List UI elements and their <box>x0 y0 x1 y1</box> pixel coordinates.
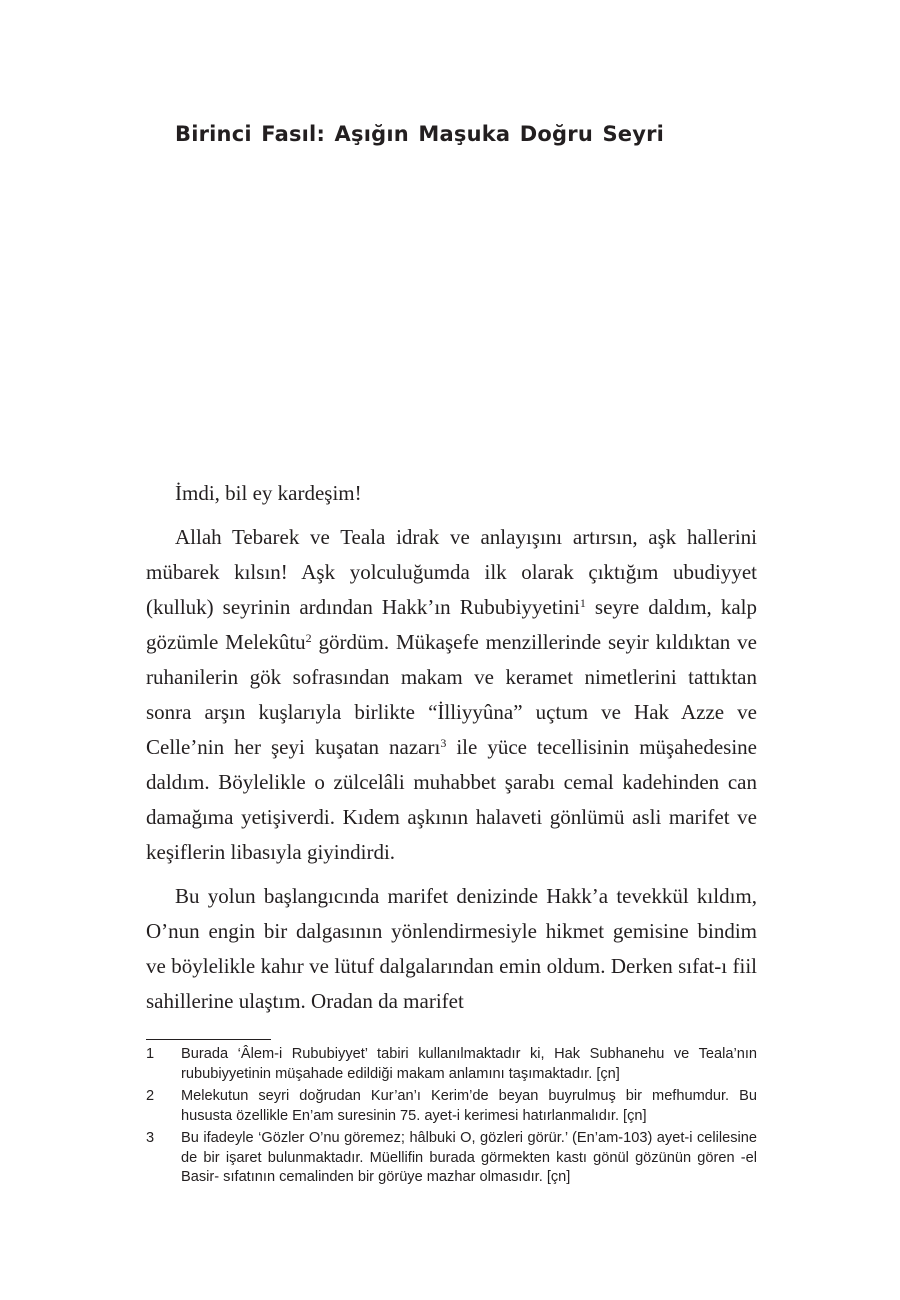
paragraph: İmdi, bil ey kardeşim! <box>175 481 362 505</box>
footnote <box>146 1045 757 1084</box>
paragraph-text: ile yüce tecellisinin müşahedesine daldım. Böylelikle o zülcelâli muhabbet şarabı cemal kadehinden can damağıma yetişiverdi. Kıdem aşkının halaveti gönlümü asli marifet ve keşiflerin libasıyla giyindirdi. <box>146 735 757 864</box>
paragraph-text: seyre daldım, kalp gözümle Melekûtu <box>146 595 757 654</box>
footnote-text: Burada ‘Âlem-i Rububiyyet’ tabiri kullanılmaktadır ki, Hak Subhanehu ve Teala’nın rububiyyetinin müşahade edildiği makam anlamını taşımaktadır. [çn] <box>181 1046 757 1082</box>
footnote-divider <box>146 1039 271 1040</box>
footnote-text: Bu ifadeyle ‘Gözler O’nu göremez; hâlbuki O, gözleri görür.’ (En’am-103) ayet-i celilesine de bir işaret bulunmaktadır. Müellifin burada görmekten kastı gönül gözünün gören -el Basir- sıfatının cemalinden bir görüye mazhar olmasıdır. [çn] <box>181 1130 757 1185</box>
footnotes <box>146 1045 757 1191</box>
paragraph-text: gördüm. Mükaşefe menzillerinde seyir kıldıktan ve ruhanilerin gök sofrasından makam ve keramet nimetlerini tattıktan sonra arşın kuşlarıyla birlikte “İlliyyûna” uçtum ve Hak Azze ve Celle’nin her şeyi kuşatan nazarı <box>146 630 757 759</box>
footnote-number: 2 <box>146 1088 155 1104</box>
paragraph: Bu yolun başlangıcında marifet denizinde Hakk’a tevekkül kıldım, O’nun engin bir dalgasının yönlendirmesiyle hikmet gemisine bindim ve böylelikle kahır ve lütuf dalgalarından emin oldum. Derken sıfat-ı fiil sahillerine ulaştım. Oradan da marifet <box>146 884 757 1013</box>
footnote-ref[interactable]: 2 <box>305 631 312 645</box>
footnote-ref[interactable]: 3 <box>440 736 447 750</box>
footnote-ref[interactable]: 1 <box>579 596 586 610</box>
body-text <box>146 476 757 1028</box>
chapter-title: Birinci Fasıl: Aşığın Maşuka Doğru Seyri <box>175 122 665 146</box>
footnote-number: 1 <box>146 1046 155 1062</box>
footnote-text: Melekutun seyri doğrudan Kur’an’ı Kerim’de beyan buyrulmuş bir mefhumdur. Bu hususta özellikle En’am suresinin 75. ayet-i kerimesi hatırlanmalıdır. [çn] <box>181 1088 757 1124</box>
footnote <box>146 1129 757 1188</box>
paragraph-text: Allah Tebarek ve Teala idrak ve anlayışını artırsın, aşk hallerini mübarek kılsın! Aşk yolculuğumda ilk olarak çıktığım ubudiyyet (kulluk) seyrinin ardından Hakk’ın Rububiyyetini <box>146 525 757 619</box>
footnote <box>146 1087 757 1126</box>
paragraph <box>146 520 757 870</box>
footnote-number: 3 <box>146 1130 155 1146</box>
